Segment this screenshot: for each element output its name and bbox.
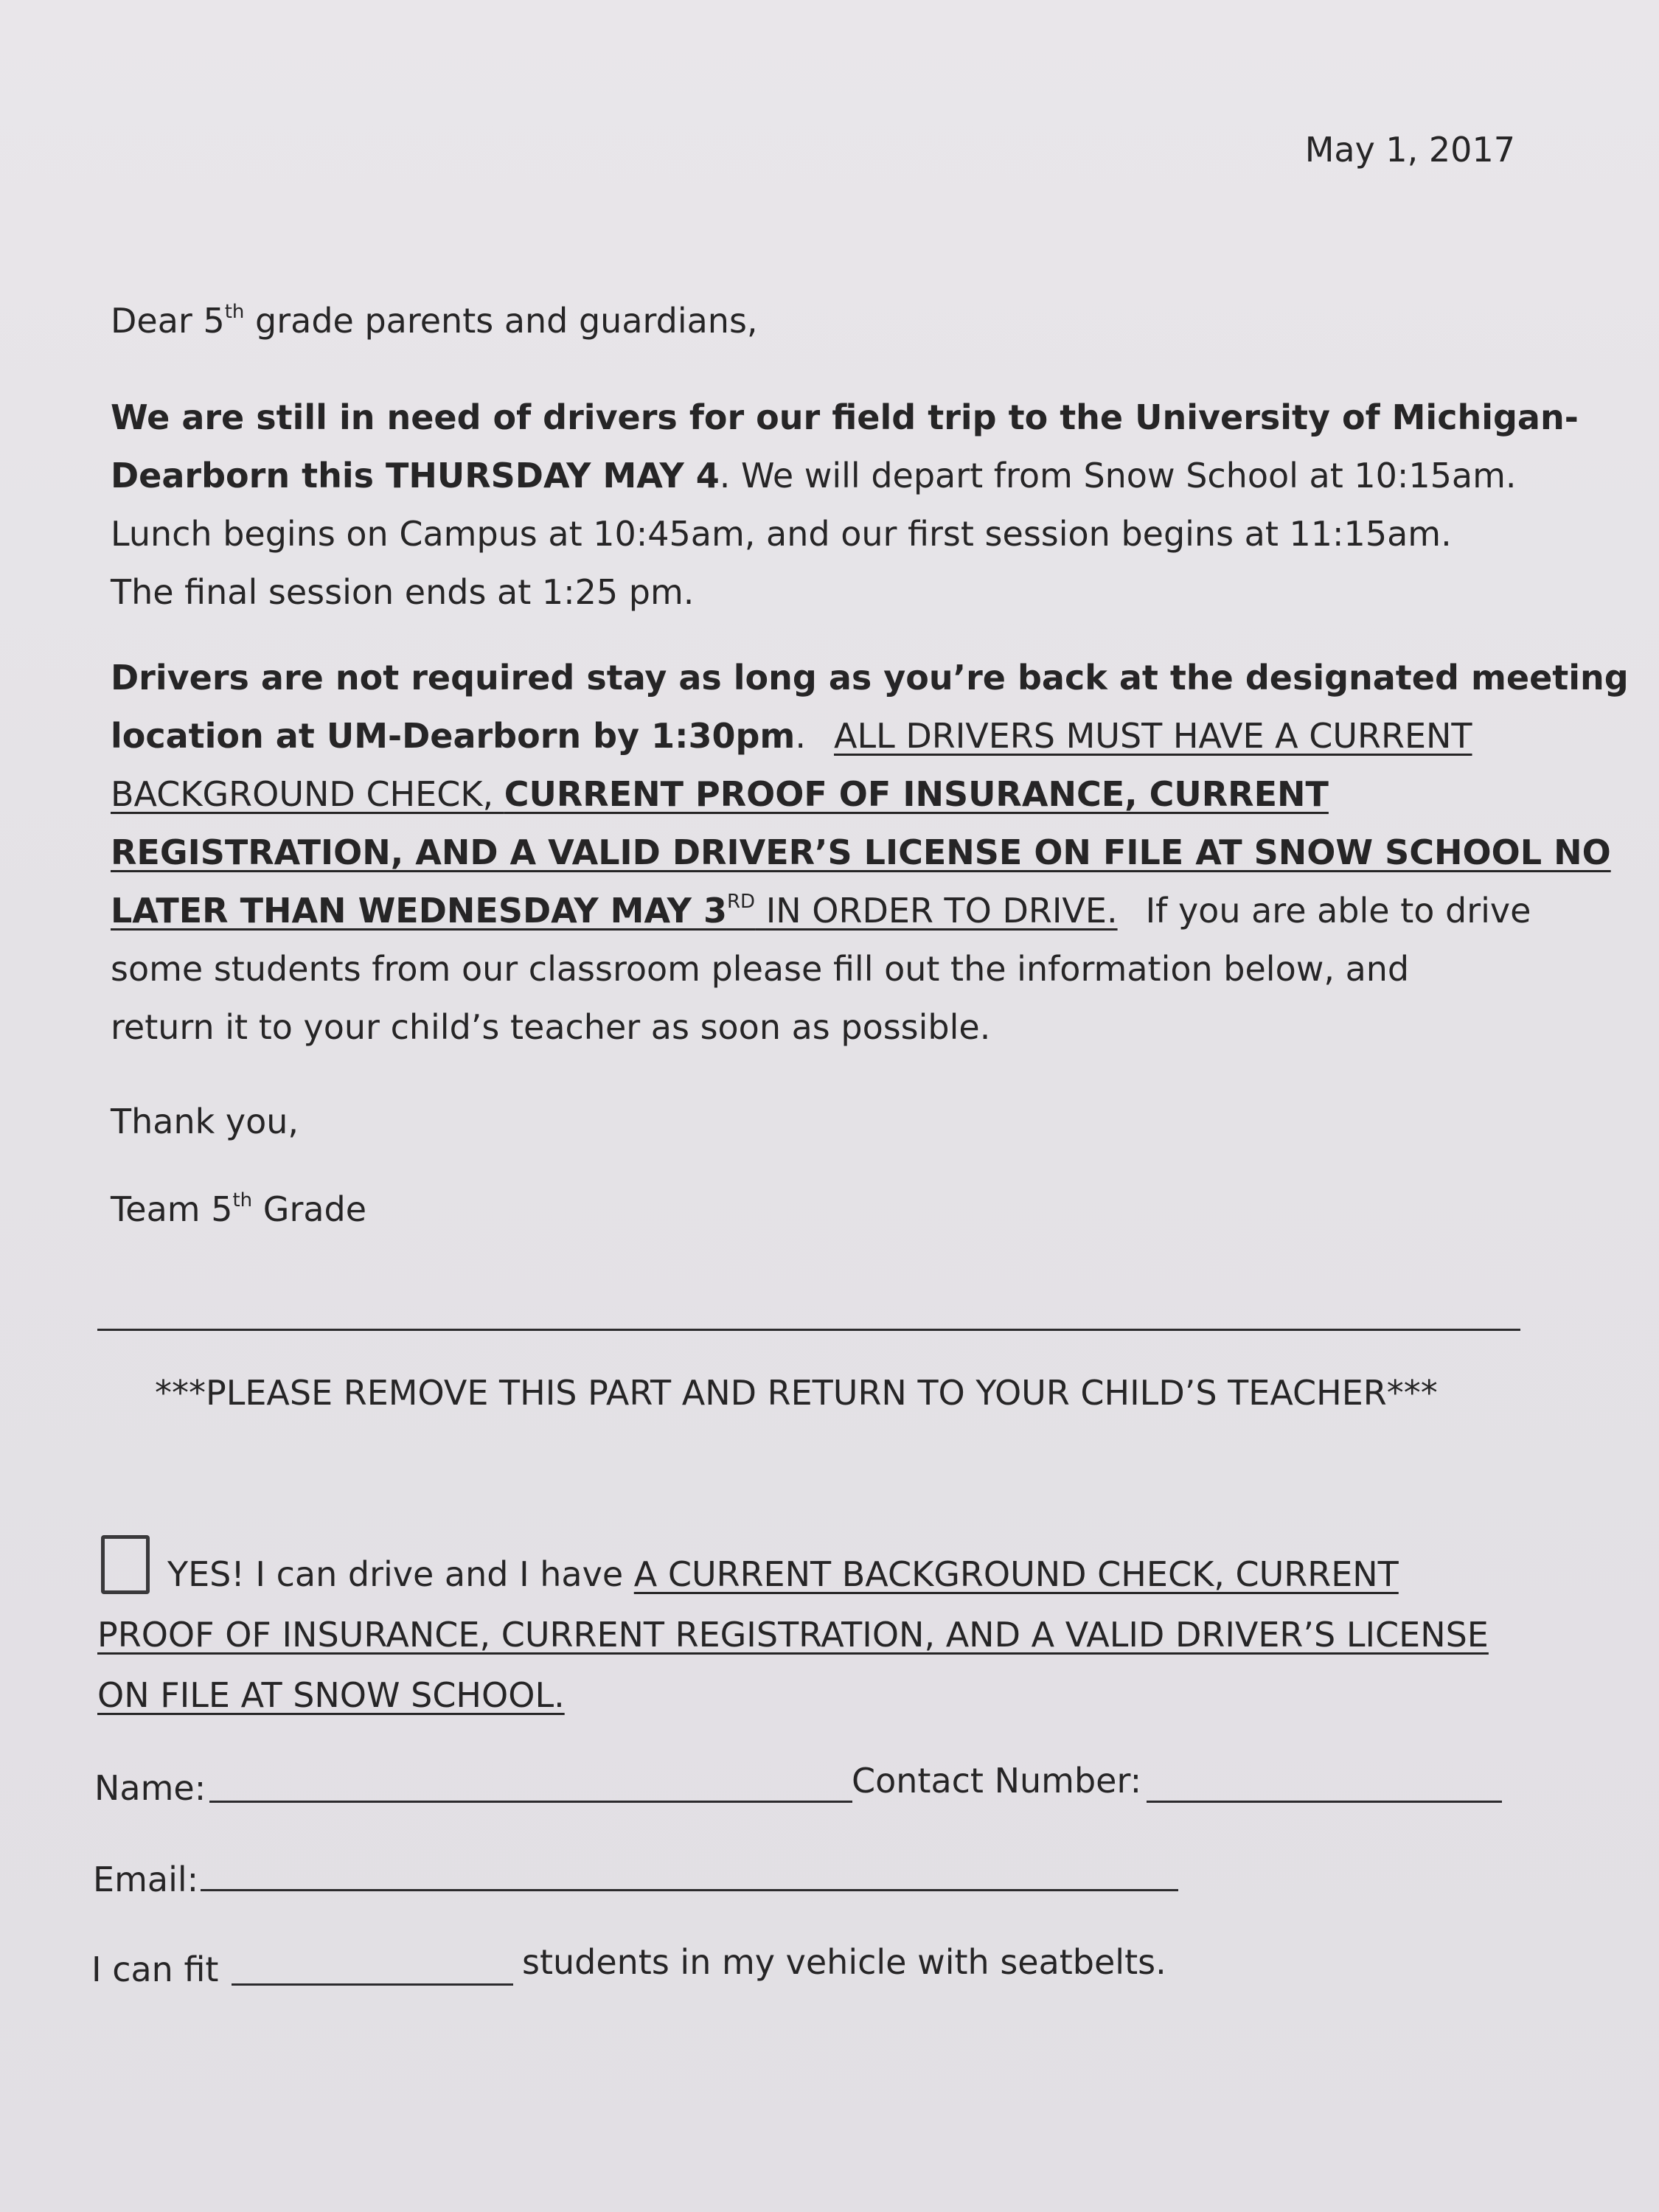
email-label: Email: (93, 1860, 199, 1899)
yes-underlined-2: PROOF OF INSURANCE, CURRENT REGISTRATION, AND A VALID DRIVER’S LICENSE (97, 1615, 1489, 1655)
para2-line2-underlined: ALL DRIVERS MUST HAVE A CURRENT (833, 716, 1472, 756)
paragraph-field-trip (111, 389, 1579, 622)
seat-count-field[interactable] (232, 1983, 513, 1986)
para2-line4-bold: REGISTRATION, AND A VALID DRIVER’S LICENSE ON FILE AT SNOW SCHOOL NO (111, 832, 1611, 872)
contact-number-field[interactable] (1147, 1801, 1502, 1803)
greeting (111, 292, 1512, 350)
para2-line1: Drivers are not required stay as long as you’re back at the designated meeting (111, 658, 1629, 698)
para2-line2-dot: . (795, 716, 806, 756)
para2-line3-underlined: BACKGROUND CHECK, (111, 774, 504, 814)
tear-off-instruction: ***PLEASE REMOVE THIS PART AND RETURN TO YOUR CHILD’S TEACHER*** (155, 1373, 1438, 1413)
para2-line6: some students from our classroom please fill out the information below, and (111, 949, 1410, 989)
para1-line2-bold: Dearborn this THURSDAY MAY 4 (111, 456, 720, 495)
signature (111, 1180, 1512, 1239)
para2-line5-underlined: IN ORDER TO DRIVE. (755, 891, 1118, 931)
para2-line7: return it to your child’s teacher as soon as possible. (111, 1007, 991, 1047)
signature-text-end: Grade (252, 1189, 367, 1229)
yes-underlined-1: A CURRENT BACKGROUND CHECK, CURRENT (633, 1554, 1399, 1594)
para2-line5-superscript: RD (726, 891, 756, 913)
paragraph-driver-requirements (111, 649, 1629, 1057)
signature-superscript: th (232, 1189, 253, 1211)
seat-count-suffix: students in my vehicle with seatbelts. (522, 1942, 1166, 1982)
para2-line5-bold: LATER THAN WEDNESDAY MAY 3 (111, 891, 727, 931)
letter-date: May 1, 2017 (1304, 130, 1515, 170)
contact-number-label: Contact Number: (852, 1761, 1142, 1801)
greeting-superscript: th (224, 301, 245, 323)
para1-line1: We are still in need of drivers for our field trip to the University of Michigan- (111, 397, 1579, 437)
signature-text-start: Team 5 (111, 1189, 233, 1229)
tear-off-divider (97, 1329, 1520, 1331)
greeting-text-start: Dear 5 (111, 301, 225, 341)
para1-line3: Lunch begins on Campus at 10:45am, and our first session begins at 11:15am. (111, 514, 1452, 554)
email-field[interactable] (201, 1889, 1178, 1891)
para1-line4: The final session ends at 1:25 pm. (111, 572, 695, 612)
para2-line5-rest: If you are able to drive (1145, 891, 1531, 931)
yes-lead: YES! I can drive and I have (167, 1554, 634, 1594)
yes-underlined-3: ON FILE AT SNOW SCHOOL. (97, 1675, 565, 1715)
para1-line2-rest: . We will depart from Snow School at 10:15am. (719, 456, 1517, 495)
yes-statement (97, 1544, 1489, 1725)
closing: Thank you, (111, 1102, 299, 1141)
name-label: Name: (94, 1768, 206, 1808)
name-field[interactable] (209, 1801, 852, 1803)
greeting-text-end: grade parents and guardians, (244, 301, 758, 341)
para2-line2-bold: location at UM-Dearborn by 1:30pm (111, 716, 796, 756)
para2-line3-bold: CURRENT PROOF OF INSURANCE, CURRENT (504, 774, 1329, 814)
seat-count-label: I can fit (91, 1950, 219, 1989)
